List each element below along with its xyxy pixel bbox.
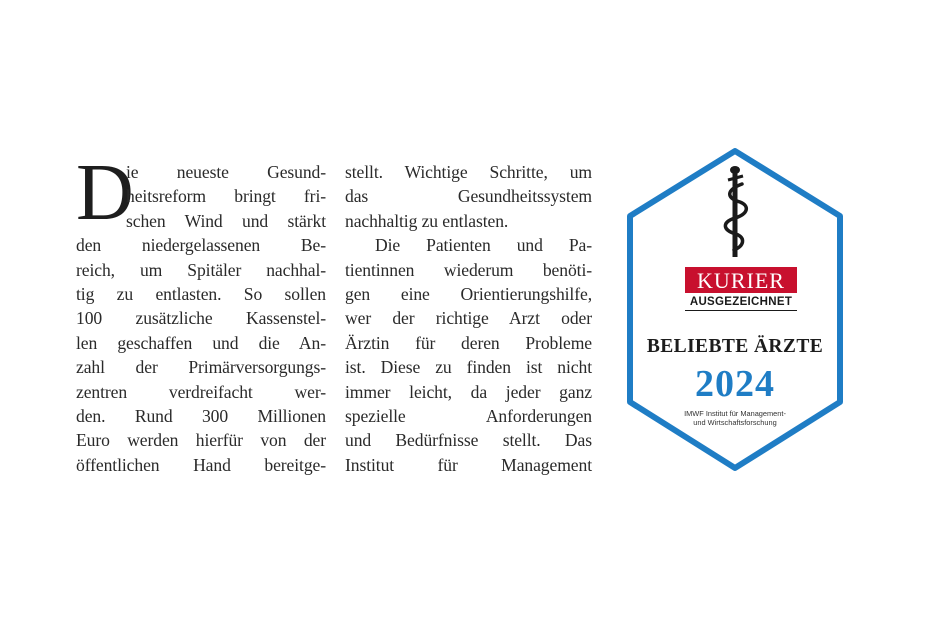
text-line: wer der richtige Arzt oder [345,308,592,329]
badge-year: 2024 [695,363,775,405]
kurier-logo: KURIER [685,267,797,293]
text-line: len geschaffen und die An- [76,332,326,353]
text-line: tientinnen wiederum benöti- [345,259,592,280]
text-line: reich, um Spitäler nachhal- [76,259,326,280]
badge-title: BELIEBTE ÄRZTE [646,336,824,357]
institute-line-1: IMWF Institut für Management- [684,409,786,418]
text-line: das Gesundheitssystem [345,186,592,207]
text-line: den niedergelassenen Be- [76,235,326,256]
text-line: tig zu entlasten. So sollen [76,283,326,304]
text-line: öffentlichen Hand bereitge- [76,454,326,475]
text-line: und Bedürfnisse stellt. Das [345,430,592,451]
text-line: nachhaltig zu entlasten. [345,210,509,231]
text-line: heitsreform bringt fri- [126,186,326,207]
text-line: gen eine Orientierungshilfe, [345,283,592,304]
text-line: Die Patienten und Pa- [375,235,592,256]
article-column-2 [345,160,592,477]
text-line: Institut für Management [345,454,592,475]
article-column-1 [76,149,326,477]
text-line: Ärztin für deren Probleme [345,332,592,353]
text-line: stellt. Wichtige Schritte, um [345,162,592,182]
badge-subtitle: AUSGEZEICHNET [685,295,797,311]
text-line: ist. Diese zu finden ist nicht [345,357,592,378]
text-line: schen Wind und stärkt [126,210,326,231]
text-line: 100 zusätzliche Kassenstel- [76,308,326,329]
text-line: Euro werden hierfür von der [76,430,326,451]
text-line: immer leicht, da jeder ganz [345,381,592,402]
text-line: zentren verdreifacht wer- [76,381,326,402]
text-line: ie neueste Gesund- [126,162,326,182]
text-line: den. Rund 300 Millionen [76,405,326,426]
drop-cap: D [76,149,134,237]
text-line: zahl der Primärversorgungs- [76,357,326,378]
institute-line-2: und Wirtschaftsforschung [693,418,777,427]
text-line: spezielle Anforderungen [345,405,592,426]
award-badge [622,146,848,476]
